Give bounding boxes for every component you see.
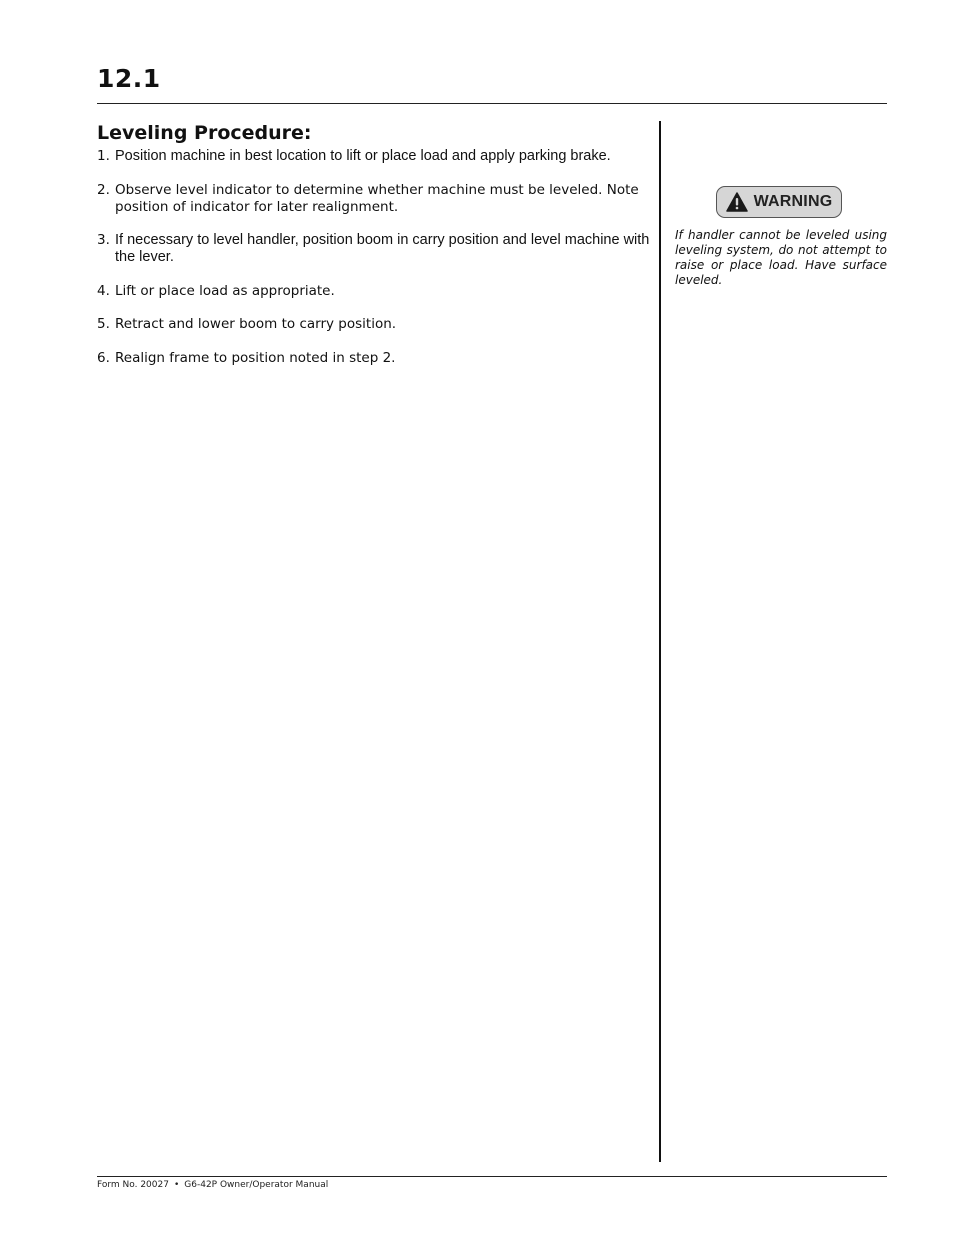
step-text: Position machine in best location to lift or place load and apply parking brake. xyxy=(115,148,611,164)
step-number: 2. xyxy=(97,181,110,198)
section-number: 12.1 xyxy=(97,64,161,93)
procedure-step xyxy=(97,283,653,300)
step-text: Observe level indicator to determine whether machine must be leveled. Note position of indicator for later realignment. xyxy=(115,181,639,215)
footer-separator: • xyxy=(173,1180,180,1190)
step-number: 5. xyxy=(97,316,110,332)
step-number: 1. xyxy=(97,148,110,164)
main-content xyxy=(97,120,653,383)
warning-triangle-icon xyxy=(726,192,748,212)
procedure-steps xyxy=(97,148,653,367)
step-number: 4. xyxy=(97,282,110,299)
procedure-step xyxy=(97,232,653,266)
step-text: Lift or place load as appropriate. xyxy=(115,282,335,299)
procedure-step xyxy=(97,148,653,165)
warning-badge xyxy=(716,186,842,218)
step-text: If necessary to level handler, position boom in carry position and level machine with the lever. xyxy=(115,232,650,265)
form-number: Form No. 20027 xyxy=(97,1180,169,1190)
procedure-step xyxy=(97,350,653,367)
manual-title: G6-42P Owner/Operator Manual xyxy=(184,1180,329,1190)
warning-message: If handler cannot be leveled using leveling system, do not attempt to raise or place load. Have surface leveled. xyxy=(675,228,887,287)
warning-sidebar xyxy=(675,186,887,288)
procedure-heading: Leveling Procedure: xyxy=(97,122,312,144)
header-divider xyxy=(97,103,887,104)
procedure-step xyxy=(97,316,653,333)
step-number: 3. xyxy=(97,232,110,248)
step-text: Retract and lower boom to carry position. xyxy=(115,316,397,332)
procedure-step xyxy=(97,182,653,216)
page-footer xyxy=(97,1179,328,1191)
warning-label: WARNING xyxy=(753,193,833,210)
step-number: 6. xyxy=(97,349,110,366)
step-text: Realign frame to position noted in step 2. xyxy=(115,349,396,366)
footer-divider xyxy=(97,1176,887,1177)
column-divider xyxy=(659,121,661,1162)
